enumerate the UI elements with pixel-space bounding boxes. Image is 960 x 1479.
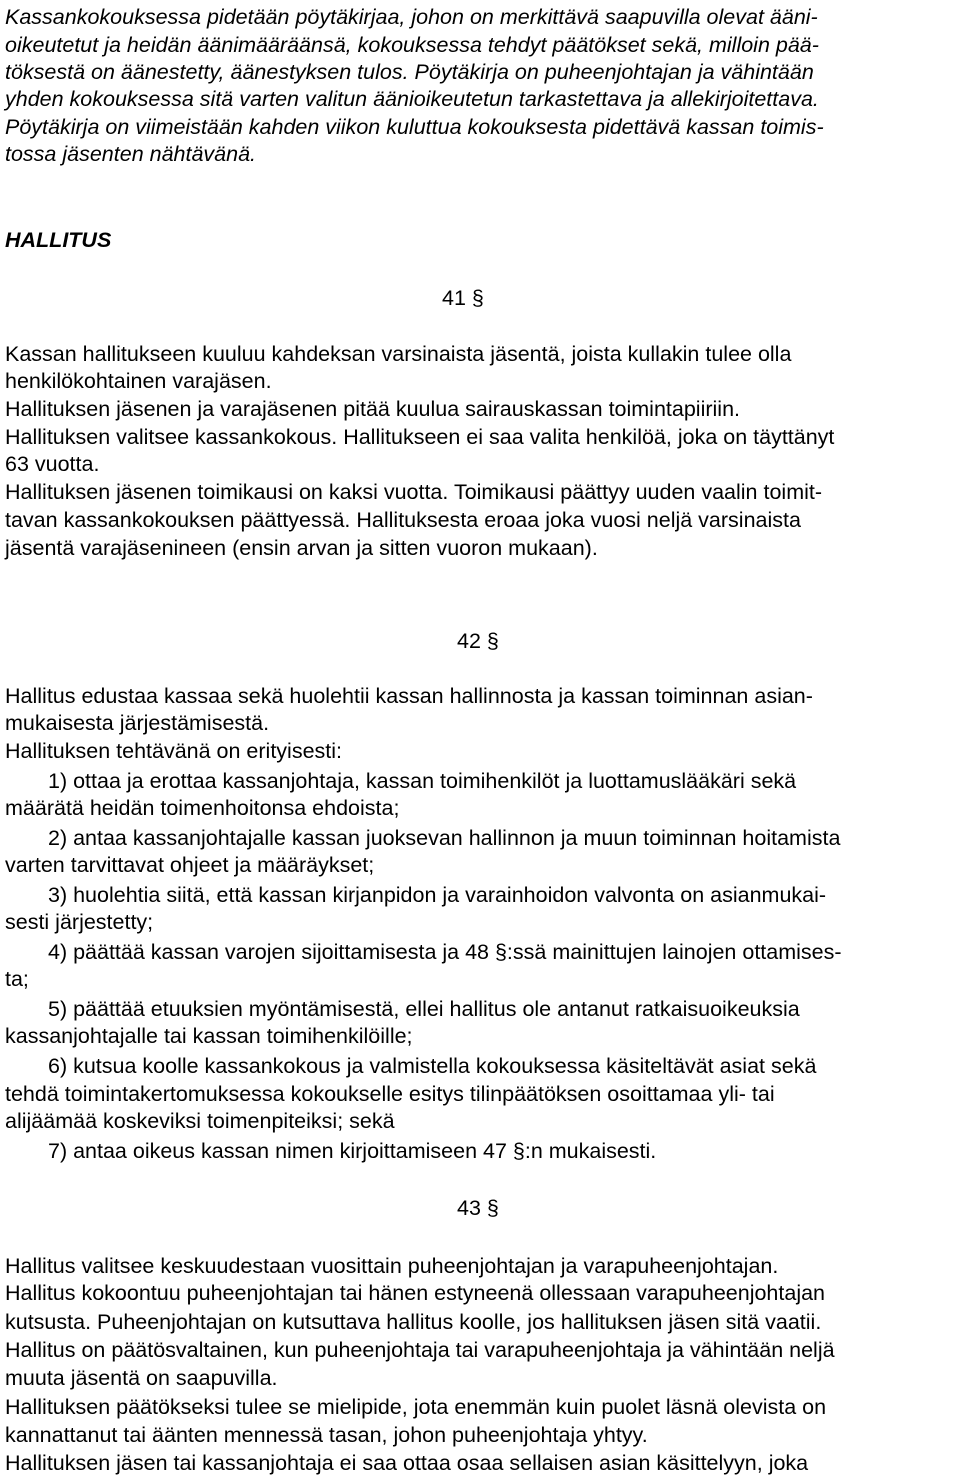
list-item-line: kassanjohtajalle tai kassan toimihenkilöille; [5,1024,413,1048]
paragraph-line: jäsentä varajäsenineen (ensin arvan ja sitten vuoron mukaan). [5,536,598,560]
intro-line: yhden kokouksessa sitä varten valitun äänioikeutetun tarkastettava ja allekirjoitettava. [5,87,819,111]
paragraph-line: Hallituksen jäsen tai kassanjohtaja ei saa ottaa osaa sellaisen asian käsittelyyn, joka [5,1451,809,1475]
paragraph-line: Hallitus on päätösvaltainen, kun puheenjohtaja tai varapuheenjohtaja ja vähintään neljä [5,1338,835,1362]
list-item-line: tehdä toimintakertomuksessa kokoukselle esitys tilinpäätöksen osoittamaa yli- tai [5,1082,775,1106]
paragraph-line: Hallituksen valitsee kassankokous. Hallitukseen ei saa valita henkilöä, joka on täyttänyt [5,425,835,449]
paragraph-line: Hallitus valitsee keskuudestaan vuosittain puheenjohtajan ja varapuheenjohtajan. [5,1254,779,1278]
paragraph-line: Hallituksen tehtävänä on erityisesti: [5,739,343,763]
paragraph-line: mukaisesta järjestämisestä. [5,711,270,735]
list-item-line: varten tarvittavat ohjeet ja määräykset; [5,853,375,877]
list-item-line: 7) antaa oikeus kassan nimen kirjoittamiseen 47 §:n mukaisesti. [48,1139,657,1163]
paragraph-line: Kassan hallitukseen kuuluu kahdeksan varsinaista jäsentä, joista kullakin tulee olla [5,342,792,366]
intro-line: töksestä on äänestetty, äänestyksen tulos. Pöytäkirja on puheenjohtajan ja vähintään [5,60,814,84]
intro-line: tossa jäsenten nähtävänä. [5,142,257,166]
section-number-41: 41 § [442,286,484,310]
list-item-line: sesti järjestetty; [5,910,154,934]
list-item-line: 3) huolehtia siitä, että kassan kirjanpidon ja varainhoidon valvonta on asianmukai- [48,883,827,907]
paragraph-line: 63 vuotta. [5,452,100,476]
list-item-line: 4) päättää kassan varojen sijoittamisesta ja 48 §:ssä mainittujen lainojen ottamises- [48,940,842,964]
list-item-line: 6) kutsua koolle kassankokous ja valmistella kokouksessa käsiteltävät asiat sekä [48,1054,817,1078]
list-item-line: alijäämää koskeviksi toimenpiteiksi; sekä [5,1109,395,1133]
document-page [5,0,955,1479]
list-item-line: 1) ottaa ja erottaa kassanjohtaja, kassan toimihenkilöt ja luottamuslääkäri sekä [48,769,797,793]
section-heading: HALLITUS [5,228,112,252]
paragraph-line: Hallituksen jäsenen ja varajäsenen pitää kuulua sairauskassan toimintapiiriin. [5,397,740,421]
list-item-line: 5) päättää etuuksien myöntämisestä, ellei hallitus ole antanut ratkaisuoikeuksia [48,997,800,1021]
paragraph-line: henkilökohtainen varajäsen. [5,369,272,393]
intro-line: oikeutetut ja heidän äänimääräänsä, kokouksessa tehdyt päätökset sekä, milloin pää- [5,33,819,57]
section-number-42: 42 § [457,629,499,653]
paragraph-line: kutsusta. Puheenjohtajan on kutsuttava hallitus koolle, jos hallituksen jäsen sitä vaatii. [5,1310,822,1334]
list-item-line: ta; [5,967,29,991]
list-item-line: 2) antaa kassanjohtajalle kassan juoksevan hallinnon ja muun toiminnan hoitamista [48,826,841,850]
paragraph-line: kannattanut tai äänten mennessä tasan, johon puheenjohtaja yhtyy. [5,1423,648,1447]
intro-line: Pöytäkirja on viimeistään kahden viikon kuluttua kokouksesta pidettävä kassan toimis- [5,115,824,139]
section-number-43: 43 § [457,1196,499,1220]
paragraph-line: muuta jäsentä on saapuvilla. [5,1366,278,1390]
paragraph-line: Hallitus edustaa kassaa sekä huolehtii kassan hallinnosta ja kassan toiminnan asian- [5,684,813,708]
paragraph-line: Hallituksen päätökseksi tulee se mielipide, jota enemmän kuin puolet läsnä olevista on [5,1395,827,1419]
paragraph-line: tavan kassankokouksen päättyessä. Hallituksesta eroaa joka vuosi neljä varsinaista [5,508,801,532]
paragraph-line: Hallituksen jäsenen toimikausi on kaksi vuotta. Toimikausi päättyy uuden vaalin toimit- [5,480,823,504]
intro-line: Kassankokouksessa pidetään pöytäkirjaa, johon on merkittävä saapuvilla olevat ääni- [5,5,818,29]
list-item-line: määrätä heidän toimenhoitonsa ehdoista; [5,796,400,820]
paragraph-line: Hallitus kokoontuu puheenjohtajan tai hänen estyneenä ollessaan varapuheenjohtajan [5,1281,826,1305]
